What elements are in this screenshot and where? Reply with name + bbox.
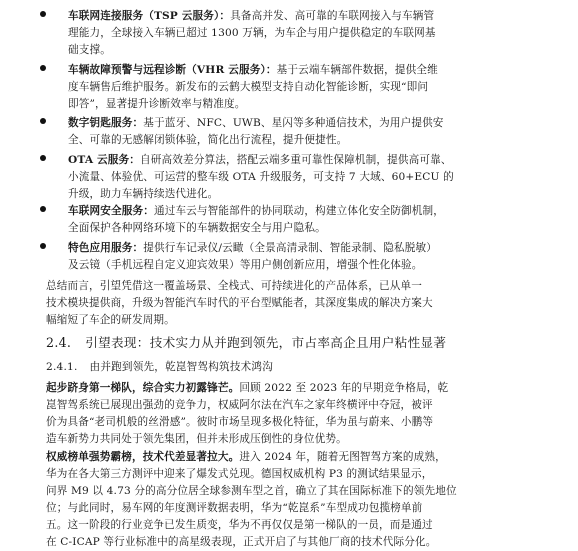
paragraph-line: 回顾 2022 至 2023 年的早期竞争格局，乾: [239, 382, 449, 394]
bullet-dot: [40, 243, 46, 249]
bullet-line: 全、可靠的无感解闭锁体验，简化出行流程，提升便捷性。: [68, 134, 348, 146]
subsection-heading: [46, 359, 273, 374]
bullet-dot: [40, 65, 46, 71]
bullet-line: 提供行车记录仪/云瞰（全景高清录制、智能录制、隐私脱敏）: [143, 242, 438, 254]
bullet-line: 基于云端车辆部件数据，提供全维: [276, 64, 438, 76]
paragraph-line: 价为具备“老司机般的丝滑感”。彼时市场呈现多极化特征，华为虽与蔚来、小鹏等: [46, 416, 434, 428]
bullet-line: 即答”，显著提升诊断效率与精准度。: [68, 98, 246, 110]
bullet-line: 通过车云与智能部件的协同联动，构建立体化安全防御机制，: [153, 205, 445, 217]
bullet-feature-apps-service: [40, 240, 560, 274]
bullet-title: 车联网安全服务：: [68, 205, 154, 217]
bullet-digital-key-service: [40, 115, 560, 149]
paragraph-line: 问界 M9 以 4.73 分的高分位居全球参测车型之首，确立了其在国际标准下的领先地位: [46, 485, 457, 497]
paragraph-line: 在 C-ICAP 等行业标准中的高星级表现，正式开启了与其他厂商的技术代际分化。: [46, 536, 437, 548]
bullet-line: 础支撑。: [68, 44, 111, 56]
paragraph-line: 总结而言，引望凭借这一覆盖场景、全栈式、可持续进化的产品体系，已从单一: [46, 280, 423, 292]
section-heading: [46, 332, 446, 351]
section-number: 2.4.: [46, 335, 72, 350]
paragraph-line: 进入 2024 年，随着无图智驾方案的成熟，: [239, 451, 446, 463]
bullet-line: 小流量、体验优、可运营的整车级 OTA 升级服务，可支持 7 大域、60+ECU 的: [68, 171, 454, 183]
bullet-vhr-service: [40, 62, 560, 113]
paragraph-ranking-dominance: [46, 449, 546, 551]
paragraph-line: 华为在各大第三方测评中迎来了爆发式兑现。德国权威机构 P3 的测试结果显示，: [46, 468, 433, 480]
subsection-number: 2.4.1.: [46, 361, 78, 373]
bullet-tsp-service: [40, 8, 560, 59]
paragraph-line: 技术模块提供商，升级为智能汽车时代的平台型赋能者，其深度集成的解决方案大: [46, 297, 433, 309]
bullet-security-service: [40, 203, 560, 237]
bullet-dot: [40, 118, 46, 124]
paragraph-early-competition: [46, 380, 546, 448]
paragraph-line: 位；与此同时，易车网的年度测评数据表明，华为“乾崑系”车型成功包揽榜单前: [46, 502, 423, 514]
bullet-line: 自研高效差分算法，搭配云端多重可靠性保障机制，提供高可靠、: [140, 154, 452, 166]
bullet-ota-service: [40, 152, 560, 203]
bullet-line: 度车辆售后维护服务。新发布的云鹤大模型支持自动化智能诊断，实现“即问: [68, 81, 429, 93]
section-title: 引望表现：技术实力从并跑到领先，市占率高企且用户粘性显著: [85, 335, 447, 350]
bullet-line: 理能力，全球接入车辆已超过 1300 万辆，为车企与用户提供稳定的车联网基: [68, 27, 436, 39]
bullet-title: OTA 云服务：: [68, 154, 141, 166]
bullet-title: 特色应用服务：: [68, 242, 144, 254]
bullet-dot: [40, 155, 46, 161]
bullet-title: 车联网连接服务（TSP 云服务）：: [68, 10, 231, 22]
paragraph-lead: 权威榜单强势霸榜，技术代差显著拉大。: [46, 451, 240, 463]
bullet-line: 全面保护各种网络环境下的车辆数据安全与用户隐私。: [68, 222, 326, 234]
subsection-title: 由并跑到领先，乾崑智驾构筑技术鸿沟: [89, 361, 274, 373]
paragraph-line: 崑智驾系统已展现出强劲的竞争力，权威阿尔法在汽车之家年终横评中夺冠，被评: [46, 399, 433, 411]
bullet-line: 升级，助力车辆持续迭代进化。: [68, 188, 219, 200]
bullet-line: 具备高并发、高可靠的车联网接入与车辆管: [230, 10, 435, 22]
bullet-title: 数字钥匙服务：: [68, 117, 144, 129]
paragraph-line: 幅缩短了车企的研发周期。: [46, 314, 175, 326]
bullet-line: 基于蓝牙、NFC、UWB、星闪等多种通信技术，为用户提供安: [143, 117, 444, 129]
paragraph-line: 五。这一阶段的行业竞争已发生质变，华为不再仅仅是第一梯队的一员，而是通过: [46, 519, 433, 531]
paragraph-line: 造车新势力共同处于领先集团，但并未形成压倒性的身位优势。: [46, 433, 347, 445]
bullet-dot: [40, 11, 46, 17]
paragraph-lead: 起步跻身第一梯队，综合实力初露锋芒。: [46, 382, 240, 394]
bullet-dot: [40, 206, 46, 212]
bullet-title: 车辆故障预警与远程诊断（VHR 云服务）：: [68, 64, 277, 76]
bullet-line: 及云镜（手机远程自定义迎宾效果）等用户侧创新应用，增强个性化体验。: [68, 259, 423, 271]
summary-paragraph: [46, 278, 546, 329]
